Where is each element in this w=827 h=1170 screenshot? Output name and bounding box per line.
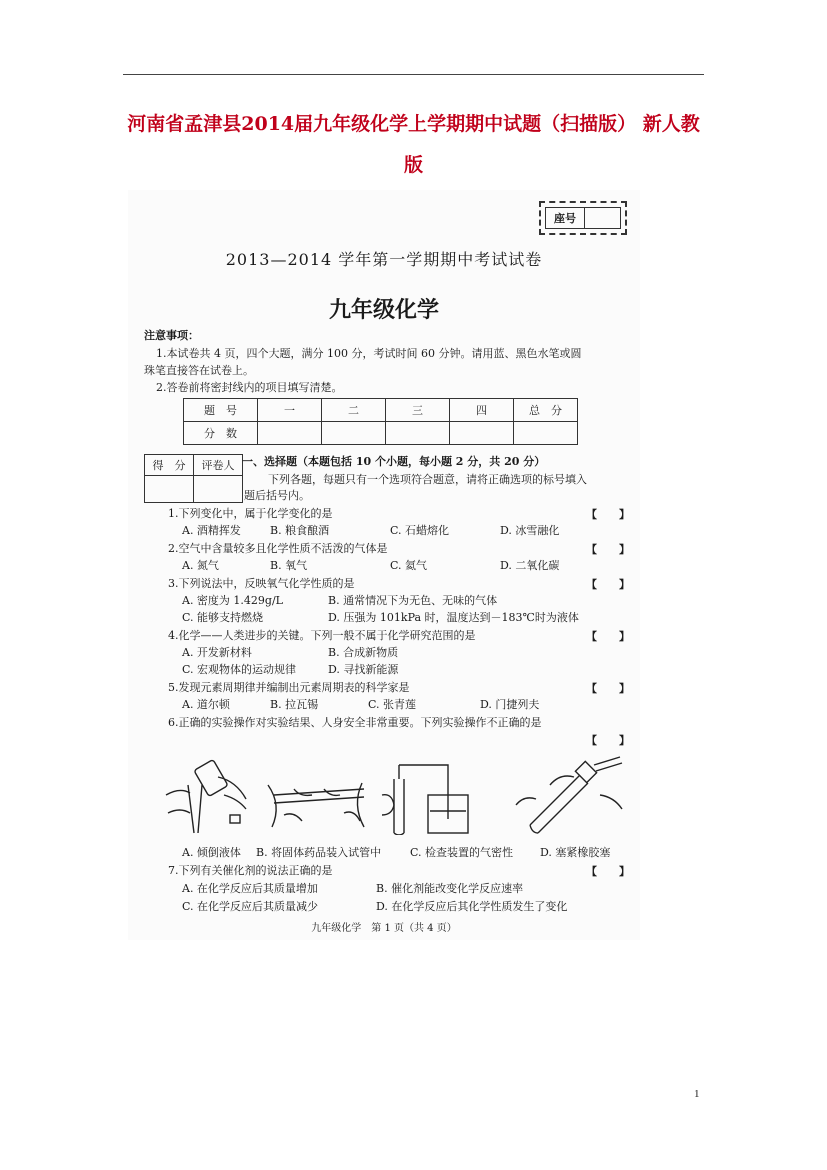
q4-stem: 4.化学——人类进步的关键。下列一般不属于化学研究范围的是 xyxy=(168,629,476,642)
page-number: 1 xyxy=(694,1088,700,1100)
q6-option-b: B. 将固体药品装入试管中 xyxy=(256,846,382,859)
q6-option-c: C. 检查装置的气密性 xyxy=(410,846,514,859)
score-cell xyxy=(514,422,578,445)
grader-score-cell xyxy=(145,476,194,503)
q7-option-c: C. 在化学反应后其质量减少 xyxy=(182,900,319,913)
q5-option-d: D. 门捷列夫 xyxy=(480,698,540,711)
grader-table xyxy=(144,454,243,503)
q3-answer-bracket: 【 】 xyxy=(586,578,630,591)
grader-score-label: 得 分 xyxy=(145,455,194,476)
q2-answer-bracket: 【 】 xyxy=(586,543,630,556)
exam-subject: 九年级化学 xyxy=(328,298,439,323)
q1-option-a: A. 酒精挥发 xyxy=(182,524,241,537)
pouring-liquid-figure xyxy=(158,755,258,835)
score-header-label: 题 号 xyxy=(184,399,258,422)
score-cell xyxy=(258,422,322,445)
score-header-3: 三 xyxy=(386,399,450,422)
q2-option-a: A. 氮气 xyxy=(182,559,219,572)
q4-option-a: A. 开发新材料 xyxy=(182,646,252,659)
q3-option-d: D. 压强为 101kPa 时，温度达到－183℃时为液体 xyxy=(328,611,579,624)
seat-number-box xyxy=(539,201,627,235)
q4-option-c: C. 宏观物体的运动规律 xyxy=(182,663,297,676)
loading-solid-figure xyxy=(264,755,374,835)
q1-option-b: B. 粮食酿酒 xyxy=(270,524,330,537)
notes-heading: 注意事项： xyxy=(144,329,199,342)
q4-option-d: D. 寻找新能源 xyxy=(328,663,399,676)
q1-option-d: D. 冰雪融化 xyxy=(500,524,560,537)
q5-option-c: C. 张青莲 xyxy=(368,698,417,711)
notes-line2: 珠笔直接答在试卷上。 xyxy=(144,364,254,377)
seat-label: 座号 xyxy=(546,208,585,228)
scanned-exam-page xyxy=(128,190,640,940)
grader-name-cell xyxy=(194,476,243,503)
q5-stem: 5.发现元素周期律并编制出元素周期表的科学家是 xyxy=(168,681,410,694)
q3-option-b: B. 通常情况下为无色、无味的气体 xyxy=(328,594,498,607)
q4-option-b: B. 合成新物质 xyxy=(328,646,399,659)
q7-option-d: D. 在化学反应后其化学性质发生了变化 xyxy=(376,900,568,913)
notes-line3: 2.答卷前将密封线内的项目填写清楚。 xyxy=(156,381,343,394)
section1-instruction1: 下列各题，每题只有一个选项符合题意，请将正确选项的标号填入 xyxy=(268,473,587,486)
q1-answer-bracket: 【 】 xyxy=(586,508,630,521)
inserting-stopper-figure xyxy=(510,755,630,835)
score-row-label: 分 数 xyxy=(184,422,258,445)
seat-blank xyxy=(585,208,620,228)
q5-option-b: B. 拉瓦锡 xyxy=(270,698,319,711)
q2-stem: 2.空气中含量较多且化学性质不活泼的气体是 xyxy=(168,542,388,555)
scan-page-footer: 九年级化学 第 1 页（共 4 页） xyxy=(311,923,457,934)
document-title-line1: 河南省孟津县2014届九年级化学上学期期中试题（扫描版） 新人教 xyxy=(127,113,700,135)
score-header-2: 二 xyxy=(322,399,386,422)
grader-name-label: 评卷人 xyxy=(194,455,243,476)
q6-stem: 6.正确的实验操作对实验结果、人身安全非常重要。下列实验操作不正确的是 xyxy=(168,716,542,729)
score-table xyxy=(183,398,578,445)
score-cell xyxy=(450,422,514,445)
q1-option-c: C. 石蜡熔化 xyxy=(390,524,450,537)
q3-option-a: A. 密度为 1.429g/L xyxy=(182,594,283,607)
q5-option-a: A. 道尔顿 xyxy=(182,698,230,711)
section1-instruction2: 题后括号内。 xyxy=(244,489,310,502)
header-rule xyxy=(123,74,704,75)
q6-option-d: D. 塞紧橡胶塞 xyxy=(540,846,611,859)
score-header-total: 总 分 xyxy=(514,399,578,422)
score-cell xyxy=(322,422,386,445)
q1-stem: 1.下列变化中，属于化学变化的是 xyxy=(168,507,333,520)
q5-answer-bracket: 【 】 xyxy=(586,682,630,695)
score-cell xyxy=(386,422,450,445)
q2-option-d: D. 二氧化碳 xyxy=(500,559,560,572)
document-title-line2: 版 xyxy=(403,154,423,176)
q2-option-c: C. 氦气 xyxy=(390,559,428,572)
q3-option-c: C. 能够支持燃烧 xyxy=(182,611,264,624)
q6-answer-bracket: 【 】 xyxy=(586,734,630,747)
q7-answer-bracket: 【 】 xyxy=(586,865,630,878)
airtightness-check-figure xyxy=(380,755,500,835)
q7-option-a: A. 在化学反应后其质量增加 xyxy=(182,882,318,895)
q4-answer-bracket: 【 】 xyxy=(586,630,630,643)
q7-stem: 7.下列有关催化剂的说法正确的是 xyxy=(168,864,333,877)
score-header-1: 一 xyxy=(258,399,322,422)
score-header-4: 四 xyxy=(450,399,514,422)
q2-option-b: B. 氧气 xyxy=(270,559,308,572)
q3-stem: 3.下列说法中，反映氧气化学性质的是 xyxy=(168,577,355,590)
exam-title: 2013—2014 学年第一学期期中考试试卷 xyxy=(225,250,543,269)
section1-title: 一、选择题（本题包括 10 个小题，每小题 2 分，共 20 分） xyxy=(242,455,546,468)
q6-option-a: A. 倾倒液体 xyxy=(182,846,241,859)
notes-line1: 1.本试卷共 4 页，四个大题，满分 100 分，考试时间 60 分钟。请用蓝、黑色水笔或圆 xyxy=(156,347,582,360)
q7-option-b: B. 催化剂能改变化学反应速率 xyxy=(376,882,524,895)
